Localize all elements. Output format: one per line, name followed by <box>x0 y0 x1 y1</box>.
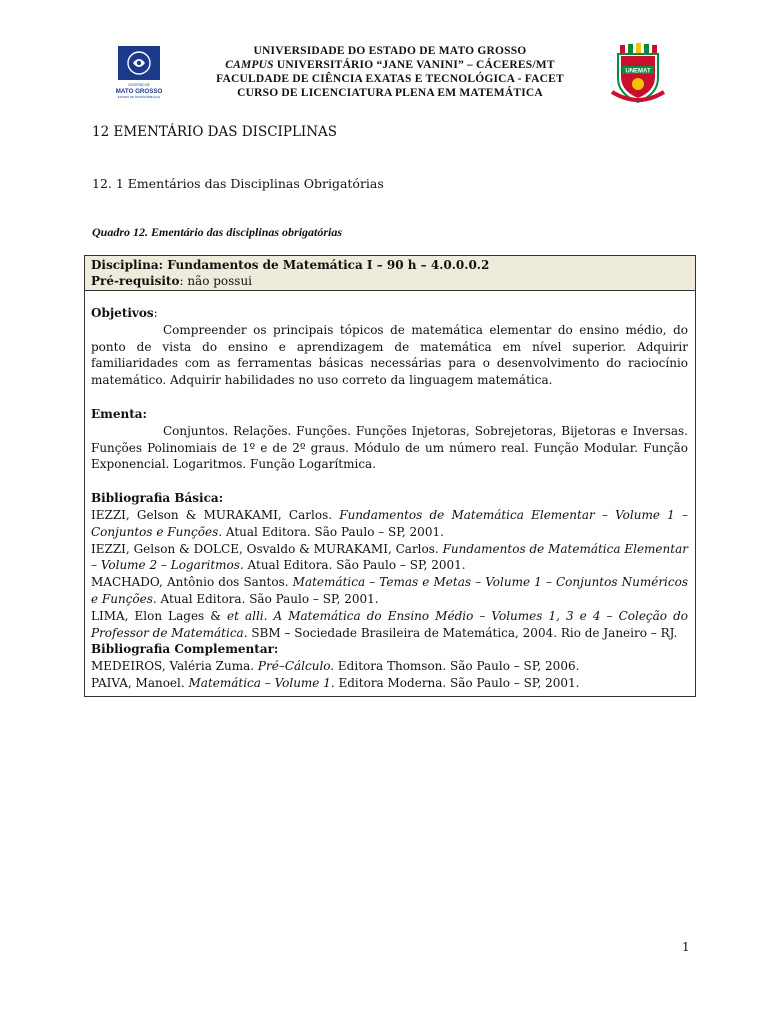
bibliography-entry <box>91 507 688 541</box>
prerequisite-line: Pré-requisito: não possui <box>91 274 253 288</box>
bibliography-work-title: Pré–Cálculo. <box>257 659 335 674</box>
bibliography-publisher: Editora Thomson. São Paulo – SP, 2006. <box>334 659 580 674</box>
basic-bibliography-label: Bibliografia Básica: <box>91 491 224 506</box>
institution-header <box>180 44 600 100</box>
bibliography-work-title: Matemática – Volume 1. <box>188 675 335 690</box>
mato-grosso-government-logo <box>104 44 174 104</box>
unemat-logo-text: UNEMAT <box>625 68 651 75</box>
bibliography-entry <box>91 608 688 642</box>
bibliography-work-title: et alli. A Matemática do Ensino Médio – Volumes 1, 3 e 4 – Coleção do Professor de Matemática. <box>91 608 688 640</box>
bibliography-entry <box>91 574 688 608</box>
campus-name: UNIVERSITÁRIO “JANE VANINI” – CÁCERES/MT <box>276 59 555 71</box>
section-title: 12 EMENTÁRIO DAS DISCIPLINAS <box>92 124 338 140</box>
logo-text-line-1: GOVERNO DE <box>128 83 150 87</box>
header-line-campus <box>180 58 600 72</box>
ementa-label: Ementa: <box>91 406 147 421</box>
bibliography-publisher: SBM – Sociedade Brasileira de Matemática, 2004. Rio de Janeiro – RJ. <box>247 625 678 640</box>
page-number: 1 <box>682 940 690 954</box>
basic-bibliography-list <box>91 507 688 641</box>
bibliography-author: IEZZI, Gelson & DOLCE, Osvaldo & MURAKAMI, Carlos. <box>91 541 443 556</box>
bibliography-author: MACHADO, Antônio dos Santos. <box>91 575 293 590</box>
discipline-header <box>85 256 695 291</box>
objectives-label: Objetivos <box>91 306 154 320</box>
page-header <box>0 42 768 112</box>
discipline-body <box>85 291 695 696</box>
bibliography-entry <box>91 541 688 575</box>
header-line-university: UNIVERSIDADE DO ESTADO DE MATO GROSSO <box>253 45 527 57</box>
bibliography-work-title: Fundamentos de Matemática Elementar – Volume 1 – Conjuntos e Funções. <box>91 507 688 539</box>
complementary-bibliography-list <box>91 658 688 692</box>
subsection-title: 12. 1 Ementários das Disciplinas Obrigatórias <box>92 176 384 191</box>
bibliography-publisher: Atual Editora. São Paulo – SP, 2001. <box>243 558 466 573</box>
prerequisite-label: Pré-requisito <box>91 274 180 288</box>
bibliography-publisher: Editora Moderna. São Paulo – SP, 2001. <box>334 675 580 690</box>
complementary-bibliography-label: Bibliografia Complementar: <box>91 642 279 657</box>
bibliography-work-title: Matemática – Temas e Metas – Volume 1 – Conjuntos Numéricos e Funções. <box>91 575 688 606</box>
bibliography-author: PAIVA, Manoel. <box>91 675 189 690</box>
ementa-text: Conjuntos. Relações. Funções. Funções Injetoras, Sobrejetoras, Bijetoras e Inversas. Funções Polinomiais de 1º e de 2º graus. Módulo de um número real. Função Modular. Função Exponencial. Logaritmos. Função Logarítmica. <box>91 423 688 472</box>
discipline-table <box>84 255 696 697</box>
header-line-faculty: FACULDADE DE CIÊNCIA EXATAS E TECNOLÓGICA - FACET <box>216 73 564 85</box>
logo-text-line-2: MATO GROSSO <box>115 88 163 95</box>
bibliography-author: LIMA, Elon Lages & <box>91 608 227 623</box>
prerequisite-value: não possui <box>187 274 253 288</box>
table-caption: Quadro 12. Ementário das disciplinas obrigatórias <box>92 225 343 239</box>
header-line-course: CURSO DE LICENCIATURA PLENA EM MATEMÁTICA <box>237 87 543 99</box>
bibliography-publisher: Atual Editora. São Paulo – SP, 2001. <box>156 591 379 606</box>
bibliography-author: MEDEIROS, Valéria Zuma. <box>91 659 258 674</box>
campus-label: CAMPUS <box>225 59 274 71</box>
unemat-logo <box>606 42 670 106</box>
logo-text-line-3: ESTADO DE TRANSFORMAÇÃO <box>117 95 161 99</box>
bibliography-publisher: Atual Editora. São Paulo – SP, 2001. <box>222 524 444 539</box>
objectives-text: Compreender os principais tópicos de matemática elementar do ensino médio, do ponto de vista do ensino e aprendizagem de matemática em nível superior. Adquirir familiaridades com as ferramentas básicas necessárias para o desenvolvimento do raciocínio matemático. Adquirir habilidades no uso correto da linguagem matemática. <box>91 322 688 388</box>
bibliography-work-title: Fundamentos de Matemática Elementar – Volume 2 – Logaritmos. <box>91 541 688 573</box>
bibliography-entry <box>91 658 688 675</box>
bibliography-entry <box>91 675 688 692</box>
objectives-heading: Objetivos: <box>91 306 158 320</box>
discipline-title: Disciplina: Fundamentos de Matemática I – 90 h – 4.0.0.0.2 <box>91 258 490 272</box>
bibliography-author: IEZZI, Gelson & MURAKAMI, Carlos. <box>91 507 340 522</box>
